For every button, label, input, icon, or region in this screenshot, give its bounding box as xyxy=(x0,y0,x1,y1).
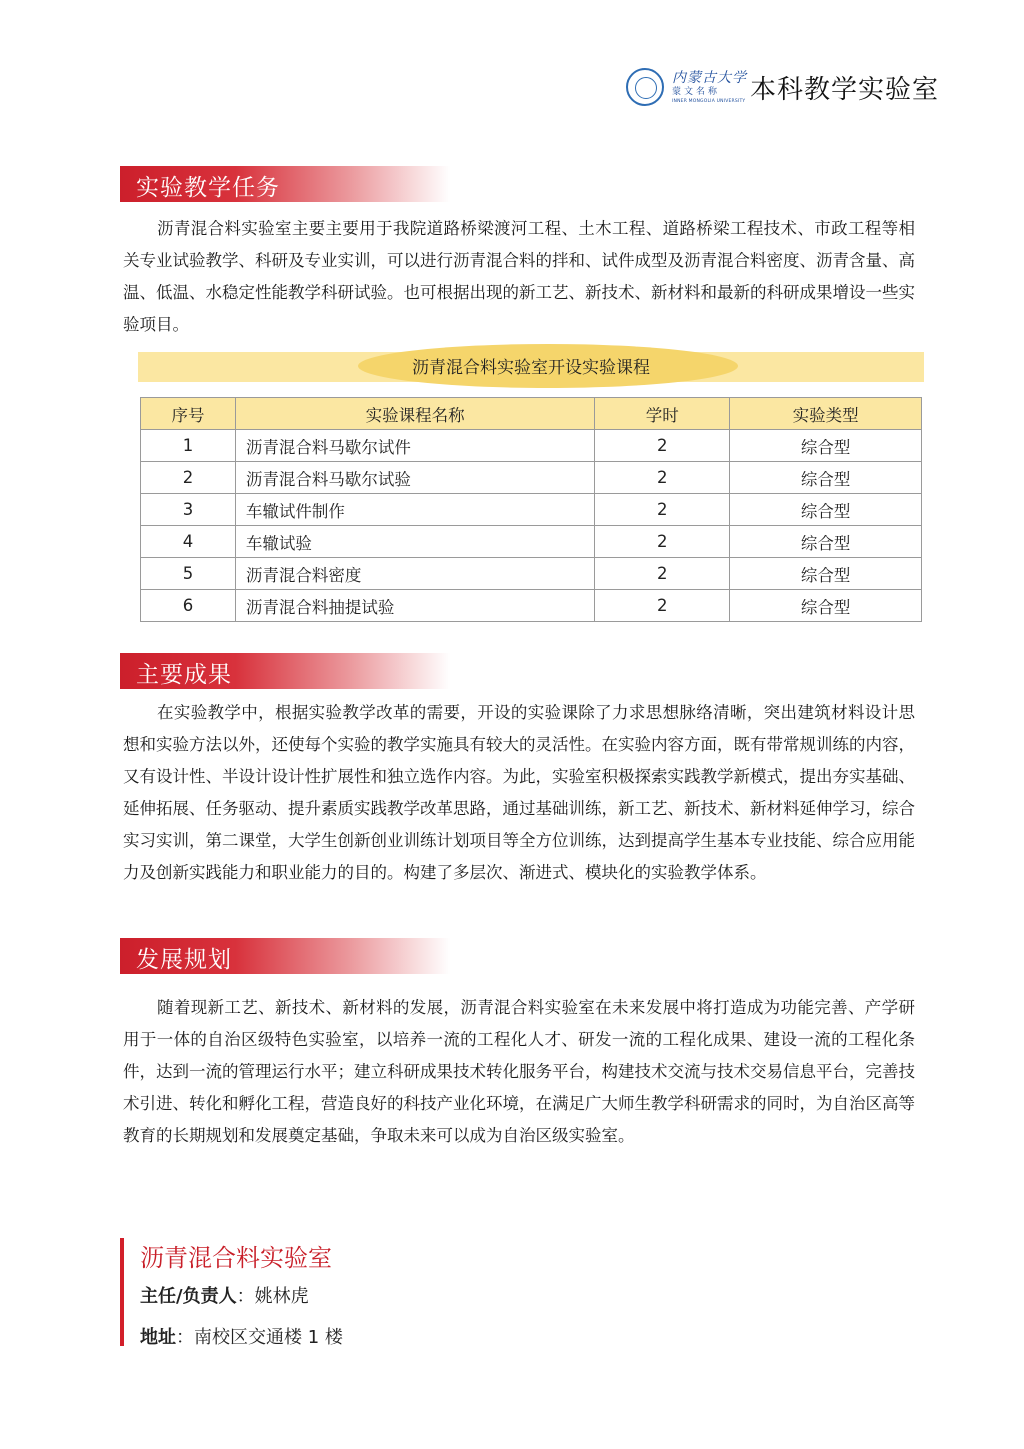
section-paragraph-achievements: 在实验教学中，根据实验教学改革的需要，开设的实验课除了力求思想脉络清晰，突出建筑材料设计思想和实验方法以外，还使每个实验的教学实施具有较大的灵活性。在实验内容方面，既有带常规训练的内容，又有设计性、半设计设计性扩展性和独立选作内容。为此，实验室积极探索实践教学新模式，提出夯实基础、延伸拓展、任务驱动、提升素质实践教学改革思路，通过基础训练，新工艺、新技术、新材料延伸学习，综合实习实训，第二课堂，大学生创新创业训练计划项目等全方位训练，达到提高学生基本专业技能、综合应用能力及创新实践能力和职业能力的目的。构建了多层次、渐进式、模块化的实验教学体系。 xyxy=(123,703,915,882)
table-header-row xyxy=(141,398,922,430)
table-row xyxy=(141,430,922,462)
course-hours: 2 xyxy=(595,590,730,622)
course-hours: 2 xyxy=(595,526,730,558)
director-label: 主任/负责人 xyxy=(140,1286,237,1307)
row-index: 6 xyxy=(141,590,236,622)
row-index: 1 xyxy=(141,430,236,462)
course-name: 车辙试验 xyxy=(235,526,595,558)
course-name: 沥青混合料马歇尔试验 xyxy=(235,462,595,494)
page-header xyxy=(626,68,939,106)
row-index: 2 xyxy=(141,462,236,494)
university-name-mongolian: 蒙文名称 xyxy=(672,86,721,97)
header-title: 本科教学实验室 xyxy=(750,74,940,105)
section-heading-plan xyxy=(120,938,450,974)
section-heading-achievements xyxy=(120,653,450,689)
lab-name: 沥青混合料实验室 xyxy=(140,1244,332,1272)
course-type: 综合型 xyxy=(730,558,922,590)
course-hours: 2 xyxy=(595,430,730,462)
column-header: 学时 xyxy=(595,398,730,430)
course-name: 沥青混合料马歇尔试件 xyxy=(235,430,595,462)
table-row xyxy=(141,494,922,526)
row-index: 3 xyxy=(141,494,236,526)
course-hours: 2 xyxy=(595,462,730,494)
course-name: 车辙试件制作 xyxy=(235,494,595,526)
university-logo xyxy=(672,68,748,106)
column-header: 序号 xyxy=(141,398,236,430)
column-header: 实验类型 xyxy=(730,398,922,430)
table-row xyxy=(141,462,922,494)
table-row xyxy=(141,590,922,622)
course-name: 沥青混合料抽提试验 xyxy=(235,590,595,622)
accent-line xyxy=(120,1238,124,1346)
section-title: 实验教学任务 xyxy=(136,175,280,201)
director-value: ：姚林虎 xyxy=(236,1286,309,1307)
course-hours: 2 xyxy=(595,558,730,590)
row-index: 5 xyxy=(141,558,236,590)
table-title: 沥青混合料实验室开设实验课程 xyxy=(412,358,650,378)
course-type: 综合型 xyxy=(730,494,922,526)
course-type: 综合型 xyxy=(730,590,922,622)
section-heading-tasks xyxy=(120,166,450,202)
section-title: 发展规划 xyxy=(136,947,232,973)
column-header: 实验课程名称 xyxy=(235,398,595,430)
course-type: 综合型 xyxy=(730,430,922,462)
section-title: 主要成果 xyxy=(136,662,232,688)
address-label: 地址 xyxy=(140,1327,176,1348)
section-paragraph-tasks: 沥青混合料实验室主要主要用于我院道路桥梁渡河工程、土木工程、道路桥梁工程技术、市政工程等相关专业试验教学、科研及专业实训，可以进行沥青混合料的拌和、试件成型及沥青混合料密度、沥青含量、高温、低温、水稳定性能教学科研试验。也可根据出现的新工艺、新技术、新材料和最新的科研成果增设一些实验项目。 xyxy=(123,219,915,334)
course-type: 综合型 xyxy=(730,462,922,494)
table-row xyxy=(141,526,922,558)
address-value: ：南校区交通楼 1 楼 xyxy=(176,1327,343,1348)
address-row xyxy=(140,1323,343,1349)
row-index: 4 xyxy=(141,526,236,558)
course-type: 综合型 xyxy=(730,526,922,558)
table-row xyxy=(141,558,922,590)
course-name: 沥青混合料密度 xyxy=(235,558,595,590)
section-paragraph-plan: 随着现新工艺、新技术、新材料的发展，沥青混合料实验室在未来发展中将打造成为功能完善、产学研用于一体的自治区级特色实验室，以培养一流的工程化人才、研发一流的工程化成果、建设一流的工程化条件，达到一流的管理运行水平；建立科研成果技术转化服务平台，构建技术交流与技术交易信息平台，完善技术引进、转化和孵化工程，营造良好的科技产业化环境，在满足广大师生教学科研需求的同时，为自治区高等教育的长期规划和发展奠定基础，争取未来可以成为自治区级实验室。 xyxy=(123,998,915,1145)
course-table xyxy=(140,397,922,622)
university-name: 内蒙古大学 xyxy=(672,69,747,86)
director-row xyxy=(140,1282,309,1308)
university-name-english: INNER MONGOLIA UNIVERSITY xyxy=(672,98,746,104)
course-hours: 2 xyxy=(595,494,730,526)
university-seal-icon xyxy=(626,68,664,106)
